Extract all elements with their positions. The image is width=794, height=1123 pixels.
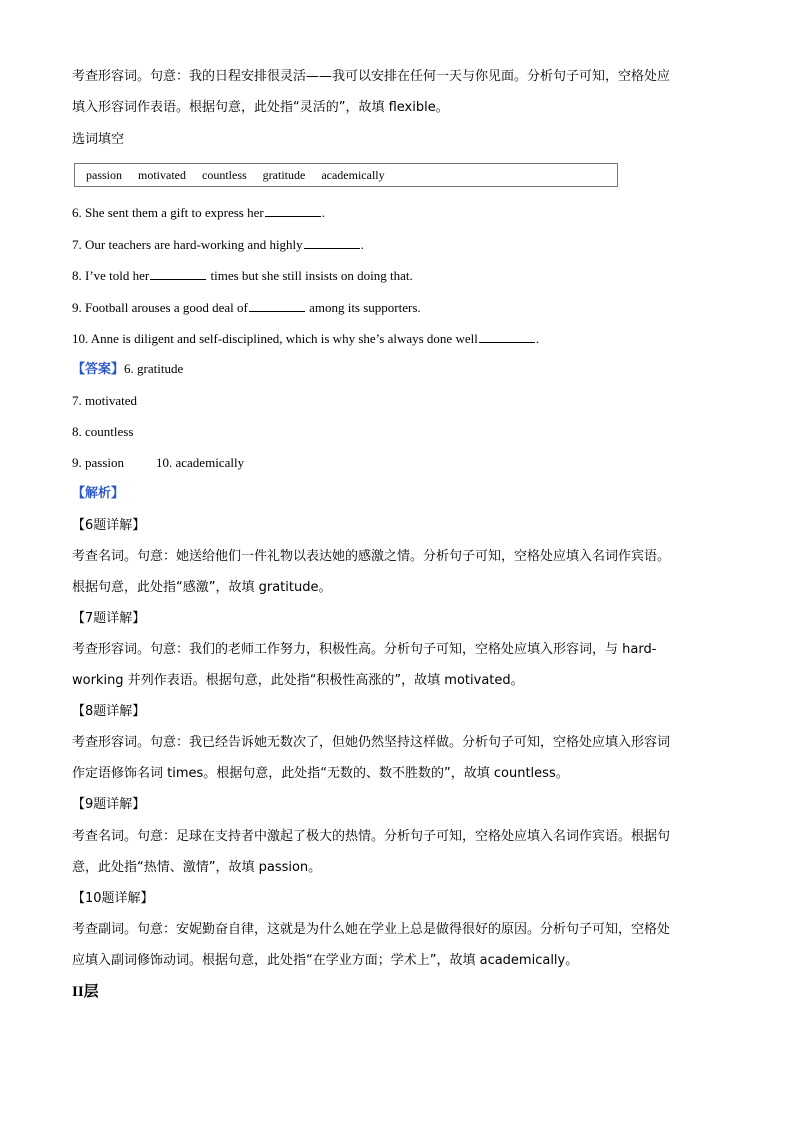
answer-9: 9. passion: [72, 455, 124, 470]
detail-7-line-1: 考查形容词。句意：我们的老师工作努力，积极性高。分析句子可知，空格处应填入形容词，与 hard-: [72, 642, 657, 657]
answer-9-10: [72, 455, 732, 471]
blank-6[interactable]: [265, 204, 321, 217]
section-title: 选词填空: [72, 132, 125, 147]
answer-6: 6. gratitude: [124, 361, 184, 376]
detail-10-line-2: 应填入副词修饰动词。根据句意，此处指“在学业方面；学术上”，故填 academically。: [72, 953, 579, 968]
layer-title: II层: [72, 984, 99, 1000]
question-9: 9. Football arouses a good deal of among its supporters.: [72, 300, 421, 315]
detail-8-line-2: 作定语修饰名词 times。根据句意，此处指“无数的、数不胜数的”，故填 countless。: [72, 766, 569, 781]
word-countless: countless: [202, 168, 247, 182]
answer-label: 【答案】: [72, 362, 125, 377]
answer-line: [72, 361, 732, 378]
detail-8-title: 【8题详解】: [72, 704, 146, 719]
detail-6-title: 【6题详解】: [72, 518, 146, 533]
detail-6-line-2: 根据句意，此处指“感激”，故填 gratitude。: [72, 580, 332, 595]
question-6: 6. She sent them a gift to express her .: [72, 205, 325, 220]
word-box: [74, 163, 618, 187]
blank-10[interactable]: [479, 330, 535, 343]
detail-10-title: 【10题详解】: [72, 891, 154, 906]
question-10: 10. Anne is diligent and self-disciplined, which is why she’s always done well .: [72, 331, 540, 346]
detail-9-line-2: 意，此处指“热情、激情”，故填 passion。: [72, 860, 322, 875]
word-passion: passion: [86, 168, 122, 182]
blank-9[interactable]: [249, 299, 305, 312]
intro-line-1: 考查形容词。句意：我的日程安排很灵活——我可以安排在任何一天与你见面。分析句子可知，空格处应: [72, 69, 671, 84]
detail-9-line-1: 考查名词。句意：足球在支持者中激起了极大的热情。分析句子可知，空格处应填入名词作宾语。根据句: [72, 829, 671, 844]
word-academically: academically: [321, 168, 385, 182]
question-8: 8. I’ve told her times but she still insists on doing that.: [72, 268, 413, 283]
answer-7: 7. motivated: [72, 393, 137, 408]
detail-7-line-2: working 并列作表语。根据句意，此处指“积极性高涨的”，故填 motivated。: [72, 673, 524, 688]
blank-8[interactable]: [150, 267, 206, 280]
word-gratitude: gratitude: [262, 168, 306, 182]
blank-7[interactable]: [304, 236, 360, 249]
detail-7-title: 【7题详解】: [72, 611, 146, 626]
answer-10: 10. academically: [156, 455, 245, 470]
detail-6-line-1: 考查名词。句意：她送给他们一件礼物以表达她的感激之情。分析句子可知，空格处应填入名词作宾语。: [72, 549, 671, 564]
detail-8-line-1: 考查形容词。句意：我已经告诉她无数次了，但她仍然坚持这样做。分析句子可知，空格处应填入形容词: [72, 735, 671, 750]
analysis-label: 【解析】: [72, 486, 125, 501]
answer-8: 8. countless: [72, 424, 134, 439]
detail-10-line-1: 考查副词。句意：安妮勤奋自律，这就是为什么她在学业上总是做得很好的原因。分析句子可知，空格处: [72, 922, 671, 937]
word-motivated: motivated: [138, 168, 186, 182]
detail-9-title: 【9题详解】: [72, 797, 146, 812]
intro-line-2: 填入形容词作表语。根据句意，此处指“灵活的”，故填 flexible。: [72, 100, 449, 115]
question-7: 7. Our teachers are hard-working and highly .: [72, 237, 364, 252]
